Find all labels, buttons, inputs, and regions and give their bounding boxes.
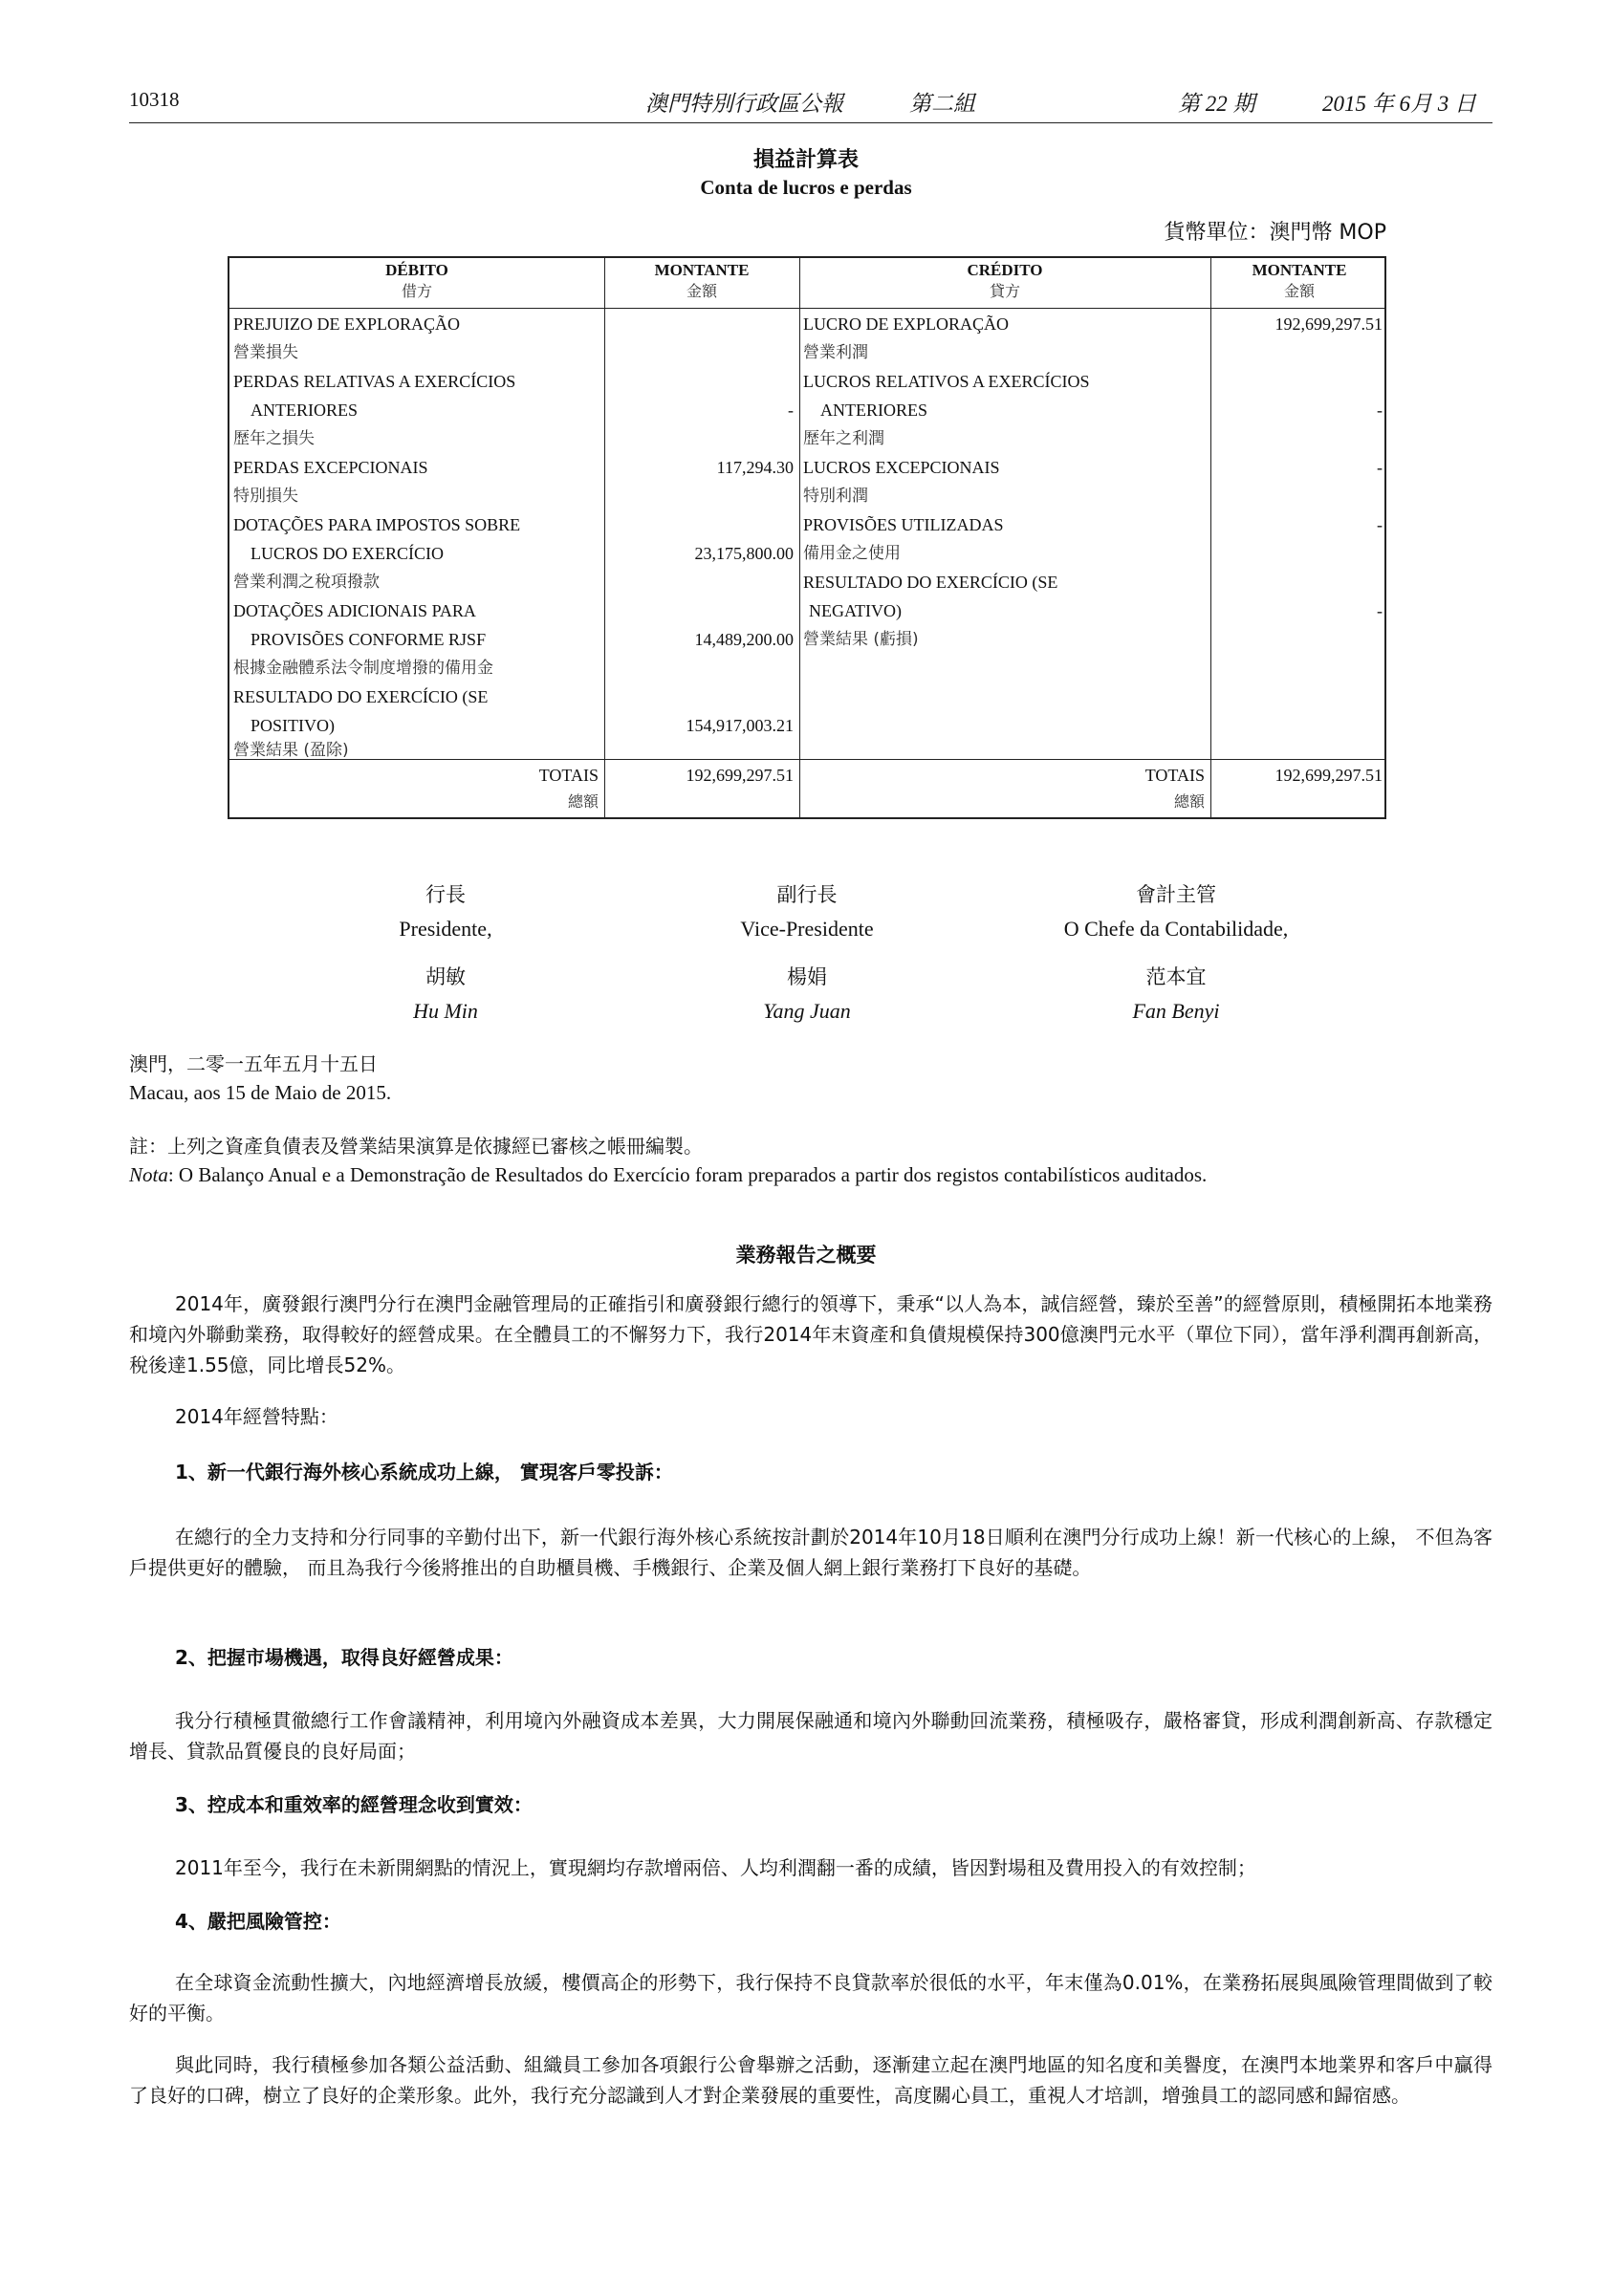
signature-president: 行長 Presidente, 胡敏 Hu Min: [399, 883, 492, 1023]
highlight-3-title: 3、控成本和重效率的經營理念收到實效：: [175, 1793, 533, 1816]
place-date-pt: Macau, aos 15 de Maio de 2015.: [129, 1081, 392, 1104]
credit-line: LUCROS EXCEPCIONAIS: [803, 458, 1000, 477]
publication-title: 澳門特別行政區公報: [645, 92, 843, 117]
issue-date: 2015 年 6月 3 日: [1322, 92, 1476, 116]
debit-line: PERDAS RELATIVAS A EXERCÍCIOS: [233, 372, 516, 391]
note-zh: 註：上列之資產負債表及營業結果演算是依據經已審核之帳冊編製。: [129, 1135, 703, 1158]
highlight-1-title: 1、新一代銀行海外核心系統成功上線， 實現客戶零投訴：: [175, 1461, 673, 1484]
credit-line: LUCRO DE EXPLORAÇÃO: [803, 314, 1010, 334]
credit-line: ANTERIORES: [820, 401, 927, 420]
debit-amount: 117,294.30: [716, 458, 794, 477]
totals-label-credit-zh: 總額: [1173, 792, 1205, 811]
highlight-1-text: 在總行的全力支持和分行同事的辛勤付出下，新一代銀行海外核心系統按計劃於2014年10月18日順利在澳門分行成功上線！新一代核心的上線， 不但為客戶提供更好的體驗， 而且為我行今後將推出的自助櫃員機、手機銀行、企業及個人網上銀行業務打下良好的基礎。: [129, 1526, 1492, 1579]
debit-line: 特別損失: [233, 487, 298, 506]
debit-line: RESULTADO DO EXERCÍCIO (SE: [233, 687, 489, 706]
credit-line: 營業利潤: [803, 343, 868, 362]
credit-line: 備用金之使用: [803, 544, 901, 563]
signature-chief-accountant: 會計主管 O Chefe da Contabilidade, 范本宜 Fan Benyi: [1063, 883, 1289, 1023]
debit-line: 營業損失: [233, 343, 298, 362]
debit-amount: 23,175,800.00: [694, 544, 794, 563]
series-label: 第二組: [909, 92, 975, 117]
debit-line: PROVISÕES CONFORME RJSF: [251, 630, 487, 649]
total-credit: 192,699,297.51: [1274, 766, 1383, 785]
credit-amount: 192,699,297.51: [1274, 314, 1383, 334]
debit-amount: 14,489,200.00: [694, 630, 794, 649]
credit-line: 營業結果 (虧損): [803, 630, 919, 649]
debit-line: DOTAÇÕES ADICIONAIS PARA: [233, 601, 476, 620]
credit-line: PROVISÕES UTILIZADAS: [803, 515, 1004, 534]
totals-label-debit: TOTAIS: [538, 766, 599, 785]
highlights-title: 2014年經營特點：: [175, 1405, 338, 1428]
debit-amount: 154,917,003.21: [686, 716, 794, 735]
total-debit: 192,699,297.51: [686, 766, 794, 785]
debit-line: 營業利潤之稅項撥款: [233, 573, 380, 592]
statement-title-pt: Conta de lucros e perdas: [700, 176, 912, 199]
highlight-3-text: 2011年至今，我行在未新開網點的情況上，實現網均存款增兩倍、人均利潤翻一番的成績，皆因對場租及費用投入的有效控制；: [175, 1856, 1256, 1879]
statement-title-zh: 損益計算表: [752, 148, 859, 172]
debit-line: PERDAS EXCEPCIONAIS: [233, 458, 428, 477]
header-debit: DÉBITO 借方: [385, 261, 448, 300]
debit-line: POSITIVO): [251, 716, 335, 735]
report-closing: 與此同時，我行積極參加各類公益活動、組織員工參加各項銀行公會舉辦之活動，逐漸建立起在澳門地區的知名度和美譽度，在澳門本地業界和客戶中贏得了良好的口碑，樹立了良好的企業形象。此外，我行充分認識到人才對企業發展的重要性，高度關心員工，重視人才培訓，增強員工的認同感和歸宿感。: [129, 2053, 1492, 2107]
page-number: 10318: [129, 88, 180, 111]
highlight-4-title: 4、嚴把風險管控：: [175, 1910, 341, 1933]
credit-line: RESULTADO DO EXERCÍCIO (SE: [803, 573, 1058, 592]
header-amount-credit: MONTANTE 金額: [1252, 261, 1347, 300]
totals-label-credit: TOTAIS: [1144, 766, 1205, 785]
debit-line: 歷年之損失: [233, 429, 315, 448]
debit-line: LUCROS DO EXERCÍCIO: [251, 544, 445, 563]
place-date-zh: 澳門，二零一五年五月十五日: [129, 1052, 378, 1075]
header-credit: CRÉDITO 貸方: [967, 261, 1043, 300]
credit-amount: -: [1377, 601, 1383, 620]
page-header: [129, 84, 1492, 123]
debit-line: PREJUIZO DE EXPLORAÇÃO: [233, 314, 461, 334]
debit-line: DOTAÇÕES PARA IMPOSTOS SOBRE: [233, 515, 521, 534]
profit-loss-table: [228, 256, 1386, 819]
debit-amount: -: [788, 401, 794, 420]
highlight-2-title: 2、把握市場機遇，取得良好經營成果：: [175, 1646, 513, 1669]
signature-vice-president: 副行長 Vice-Presidente 楊娟 Yang Juan: [740, 883, 874, 1023]
credit-amount: -: [1377, 515, 1383, 534]
debit-line: 根據金融體系法令制度增撥的備用金: [233, 659, 493, 678]
header-amount-debit: MONTANTE 金額: [654, 261, 750, 300]
credit-amount: -: [1377, 458, 1383, 477]
credit-amount: -: [1377, 401, 1383, 420]
currency-unit: 貨幣單位：澳門幣 MOP: [1164, 221, 1386, 245]
credit-line: NEGATIVO): [809, 601, 902, 620]
highlight-2-text: 我分行積極貫徹總行工作會議精神，利用境內外融資成本差異，大力開展保融通和境內外聯動回流業務，積極吸存，嚴格審貸，形成利潤創新高、存款穩定增長、貸款品質優良的良好局面；: [129, 1709, 1492, 1763]
totals-label-debit-zh: 總額: [567, 792, 599, 811]
credit-line: 歷年之利潤: [803, 429, 884, 448]
debit-line: 營業結果 (盈除): [233, 741, 349, 760]
credit-line: 特別利潤: [803, 487, 868, 506]
credit-line: LUCROS RELATIVOS A EXERCÍCIOS: [803, 372, 1090, 391]
report-intro: 2014年，廣發銀行澳門分行在澳門金融管理局的正確指引和廣發銀行總行的領導下，秉承“以人為本，誠信經營，臻於至善”的經營原則，積極開拓本地業務和境內外聯動業務，取得較好的經營成果。在全體員工的不懈努力下，我行2014年末資產和負債規模保持300億澳門元水平（單位下同），當年淨利潤再創新高， 稅後達1.55億，同比增長52%。: [129, 1292, 1492, 1376]
report-title: 業務報告之概要: [735, 1244, 877, 1267]
highlight-4-text: 在全球資金流動性擴大，內地經濟增長放緩，樓價高企的形勢下，我行保持不良貸款率於很低的水平，年末僅為0.01%，在業務拓展與風險管理間做到了較好的平衡。: [129, 1971, 1492, 2025]
issue-label: 第 22 期: [1178, 92, 1255, 116]
note-pt: Nota: O Balanço Anual e a Demonstração de Resultados do Exercício foram preparados a partir dos registos contabilísticos auditados.: [129, 1163, 1208, 1186]
debit-line: ANTERIORES: [251, 401, 358, 420]
